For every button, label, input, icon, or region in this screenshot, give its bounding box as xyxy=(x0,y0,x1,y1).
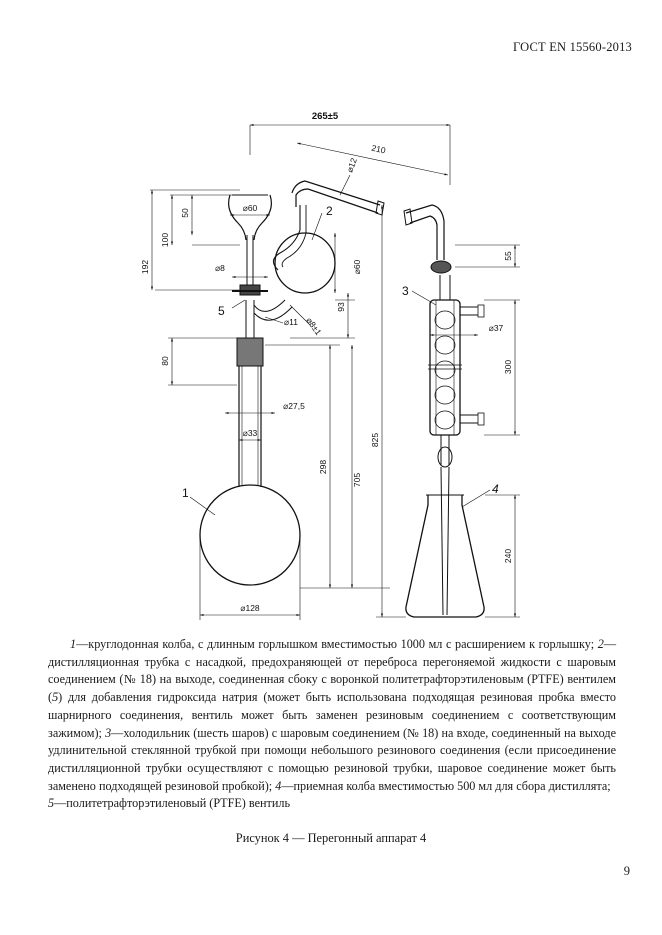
legend-text-5: —политетрафторэтиленовый (PTFE) вентиль xyxy=(54,796,291,811)
label-5: 5 xyxy=(218,304,225,318)
legend-marker-3: 3 xyxy=(105,725,112,740)
label-2: 2 xyxy=(326,204,333,218)
splash-head-ball xyxy=(275,233,335,293)
legend-text-4: —приемная колба вместимостью 500 мл для сбора дистиллята; xyxy=(281,778,611,793)
legend-text-2: —дистилляционная трубка с насадкой, предохраняющей от переброса перегоняемой жидкости с шаровым соединением (№ 18) на выходе, соединенная сбоку с воронкой политетрафторэтиленовым (PTFE) вентилем ( xyxy=(48,637,616,705)
dim-joint-dia2: ⌀8±1 xyxy=(304,315,324,337)
dim-total-upper: 192 xyxy=(140,259,150,275)
ball-joint xyxy=(431,261,451,273)
dim-cond-top: 55 xyxy=(503,251,513,261)
dim-bulb-dia: ⌀60 xyxy=(242,203,258,213)
dim-overall-width: 265±5 xyxy=(311,111,339,122)
dim-tube-length: 210 xyxy=(370,142,387,156)
dim-flask-height: 705 xyxy=(352,472,362,488)
standard-header: ГОСТ EN 15560-2013 xyxy=(513,40,632,54)
page-number: 9 xyxy=(623,864,630,878)
dim-upper-height: 100 xyxy=(160,232,170,248)
label-1: 1 xyxy=(182,486,189,500)
dropping-funnel xyxy=(229,195,272,240)
legend-marker-1: 1 xyxy=(70,637,77,651)
dim-neck-dia2: ⌀33 xyxy=(242,428,258,438)
dim-bulb-height: 50 xyxy=(180,208,190,218)
dim-tube-dia: ⌀12 xyxy=(344,156,359,174)
distillation-apparatus-figure xyxy=(0,95,662,630)
dim-stem-dia: ⌀8 xyxy=(215,263,225,273)
dim-overall-height: 825 xyxy=(370,432,380,448)
neck-connector xyxy=(237,338,263,366)
figure-legend xyxy=(48,636,616,813)
label-3: 3 xyxy=(402,284,409,298)
round-bottom-flask xyxy=(200,485,300,585)
figure-caption: Рисунок 4 — Перегонный аппарат 4 xyxy=(235,831,427,845)
legend-marker-2: 2 xyxy=(597,637,604,651)
legend-text-1: —круглодонная колба, с длинным горлышком вместимостью 1000 мл с расширением к горлышку; xyxy=(76,637,598,651)
dim-receiver-height: 240 xyxy=(503,548,513,564)
apparatus-drawing xyxy=(0,95,662,630)
dim-valve-offset: 93 xyxy=(336,302,346,312)
dim-cond-dia: ⌀37 xyxy=(488,323,504,333)
receiver-flask xyxy=(406,495,484,617)
dim-cond-height: 300 xyxy=(503,359,513,375)
legend-text-2b: ) для добавления гидроксида натрия (может быть использована подходящая резиновая пробка вместо шарнирного соединения, вентиль может быть заменен резиновым соединением с соответствующим зажимом); xyxy=(48,690,616,740)
label-4: 4 xyxy=(492,482,499,496)
dim-neck-height: 298 xyxy=(318,459,328,475)
dim-joint-dia: ⌀11 xyxy=(284,317,298,327)
legend-marker-5a: 5 xyxy=(52,690,59,705)
condenser xyxy=(430,300,460,435)
dim-flask-dia: ⌀128 xyxy=(240,603,260,613)
dim-ball-dia: ⌀60 xyxy=(352,259,362,275)
legend-marker-5: 5 xyxy=(48,796,55,811)
legend-marker-4: 4 xyxy=(275,778,282,793)
legend-text-3: —холодильник (шесть шаров) с шаровым соединением (№ 18) на входе, соединенный на выходе удлинительной стеклянной трубкой при помощи небольшого резинового соединения (если присоединение дистилляционной трубки осуществляют с помощью резиновой трубки, шаровое соединение может быть заменено подходящей резиновой пробкой); xyxy=(48,725,616,793)
dim-neck-dia: ⌀27,5 xyxy=(283,401,305,411)
dim-neck-length: 80 xyxy=(160,356,170,366)
distillation-tube xyxy=(292,181,380,213)
